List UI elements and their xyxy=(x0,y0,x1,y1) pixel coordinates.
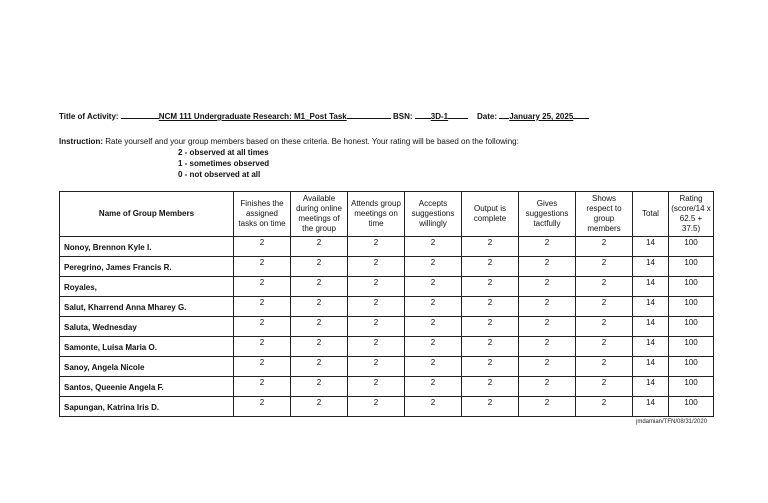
score-cell: 2 xyxy=(291,257,348,277)
score-cell: 2 xyxy=(519,397,576,417)
score-cell: 2 xyxy=(234,277,291,297)
score-cell: 2 xyxy=(291,357,348,377)
score-cell: 2 xyxy=(462,237,519,257)
score-cell: 2 xyxy=(291,297,348,317)
rating-cell: 100 xyxy=(669,257,714,277)
table-row xyxy=(60,237,714,257)
score-cell: 2 xyxy=(348,237,405,257)
score-cell: 2 xyxy=(291,237,348,257)
score-cell: 2 xyxy=(405,237,462,257)
total-cell: 14 xyxy=(633,257,669,277)
score-cell: 2 xyxy=(576,357,633,377)
score-cell: 2 xyxy=(405,357,462,377)
score-cell: 2 xyxy=(462,257,519,277)
score-cell: 2 xyxy=(405,377,462,397)
total-cell: 14 xyxy=(633,237,669,257)
scale-item: 0 - not observed at all xyxy=(178,170,261,179)
col-header-criterion: Output is complete xyxy=(462,192,519,237)
col-header-name: Name of Group Members xyxy=(60,192,234,237)
table-row xyxy=(60,277,714,297)
rating-cell: 100 xyxy=(669,337,714,357)
member-name: Sanoy, Angela Nicole xyxy=(60,357,234,377)
total-cell: 14 xyxy=(633,397,669,417)
col-header-criterion: Finishes the assigned tasks on time xyxy=(234,192,291,237)
total-cell: 14 xyxy=(633,357,669,377)
activity-header xyxy=(59,112,589,121)
member-name: Samonte, Luisa Maria O. xyxy=(60,337,234,357)
score-cell: 2 xyxy=(348,297,405,317)
member-name: Salut, Kharrend Anna Mharey G. xyxy=(60,297,234,317)
score-cell: 2 xyxy=(519,257,576,277)
table-row xyxy=(60,337,714,357)
score-cell: 2 xyxy=(576,237,633,257)
date-label: Date: xyxy=(476,112,497,121)
rating-scale xyxy=(178,147,269,180)
table-row xyxy=(60,357,714,377)
form-code: jmdamian/TFN/08/31/2020 xyxy=(636,419,708,425)
rating-cell: 100 xyxy=(669,317,714,337)
score-cell: 2 xyxy=(405,297,462,317)
score-cell: 2 xyxy=(234,377,291,397)
col-header-total: Total xyxy=(633,192,669,237)
table-row xyxy=(60,297,714,317)
score-cell: 2 xyxy=(576,297,633,317)
score-cell: 2 xyxy=(234,357,291,377)
scale-item: 1 - sometimes observed xyxy=(178,159,270,168)
table-header-row xyxy=(60,192,714,237)
score-cell: 2 xyxy=(234,317,291,337)
table-row xyxy=(60,397,714,417)
score-cell: 2 xyxy=(519,237,576,257)
score-cell: 2 xyxy=(405,397,462,417)
col-header-criterion: Gives suggestions tactfully xyxy=(519,192,576,237)
score-cell: 2 xyxy=(348,277,405,297)
score-cell: 2 xyxy=(291,277,348,297)
instruction-label: Instruction: xyxy=(59,137,103,146)
table-row xyxy=(60,317,714,337)
score-cell: 2 xyxy=(348,357,405,377)
total-cell: 14 xyxy=(633,377,669,397)
scale-item: 2 - observed at all times xyxy=(178,148,269,157)
member-name: Peregrino, James Francis R. xyxy=(60,257,234,277)
member-name: Santos, Queenie Angela F. xyxy=(60,377,234,397)
member-name: Nonoy, Brennon Kyle I. xyxy=(60,237,234,257)
score-cell: 2 xyxy=(234,297,291,317)
peer-rating-table xyxy=(59,191,714,417)
member-name: Sapungan, Katrina Iris D. xyxy=(60,397,234,417)
col-header-criterion: Accepts suggestions willingly xyxy=(405,192,462,237)
rating-cell: 100 xyxy=(669,397,714,417)
instruction-text: Rate yourself and your group members based on these criteria. Be honest. Your rating will be based on the following: xyxy=(105,137,519,146)
col-header-criterion: Attends group meetings on time xyxy=(348,192,405,237)
score-cell: 2 xyxy=(405,317,462,337)
section-label: BSN: xyxy=(392,112,413,121)
col-header-criterion: Available during online meetings of the group xyxy=(291,192,348,237)
score-cell: 2 xyxy=(348,397,405,417)
score-cell: 2 xyxy=(576,257,633,277)
score-cell: 2 xyxy=(519,377,576,397)
table-row xyxy=(60,377,714,397)
score-cell: 2 xyxy=(519,297,576,317)
rating-cell: 100 xyxy=(669,237,714,257)
score-cell: 2 xyxy=(576,397,633,417)
total-cell: 14 xyxy=(633,297,669,317)
total-cell: 14 xyxy=(633,337,669,357)
score-cell: 2 xyxy=(576,317,633,337)
score-cell: 2 xyxy=(405,257,462,277)
score-cell: 2 xyxy=(348,337,405,357)
score-cell: 2 xyxy=(348,377,405,397)
rating-cell: 100 xyxy=(669,297,714,317)
rating-cell: 100 xyxy=(669,277,714,297)
score-cell: 2 xyxy=(405,337,462,357)
score-cell: 2 xyxy=(519,277,576,297)
score-cell: 2 xyxy=(291,377,348,397)
score-cell: 2 xyxy=(462,337,519,357)
activity-title: NCM 111 Undergraduate Research: M1_Post Task xyxy=(158,112,347,121)
score-cell: 2 xyxy=(234,337,291,357)
score-cell: 2 xyxy=(576,337,633,357)
table-row xyxy=(60,257,714,277)
score-cell: 2 xyxy=(576,277,633,297)
score-cell: 2 xyxy=(519,337,576,357)
section-value: 3D-1 xyxy=(430,112,449,121)
score-cell: 2 xyxy=(405,277,462,297)
score-cell: 2 xyxy=(519,357,576,377)
member-name: Saluta, Wednesday xyxy=(60,317,234,337)
score-cell: 2 xyxy=(291,397,348,417)
score-cell: 2 xyxy=(519,317,576,337)
total-cell: 14 xyxy=(633,277,669,297)
rating-cell: 100 xyxy=(669,357,714,377)
rating-cell: 100 xyxy=(669,377,714,397)
date-value: January 25, 2025 xyxy=(509,112,574,121)
score-cell: 2 xyxy=(348,317,405,337)
score-cell: 2 xyxy=(462,277,519,297)
score-cell: 2 xyxy=(348,257,405,277)
col-header-rating: Rating (score/14 x 62.5 + 37.5) xyxy=(669,192,714,237)
score-cell: 2 xyxy=(576,377,633,397)
score-cell: 2 xyxy=(234,257,291,277)
col-header-criterion: Shows respect to group members xyxy=(576,192,633,237)
score-cell: 2 xyxy=(291,337,348,357)
score-cell: 2 xyxy=(234,397,291,417)
score-cell: 2 xyxy=(234,237,291,257)
score-cell: 2 xyxy=(462,377,519,397)
member-name: Royales, xyxy=(60,277,234,297)
score-cell: 2 xyxy=(291,317,348,337)
score-cell: 2 xyxy=(462,397,519,417)
score-cell: 2 xyxy=(462,297,519,317)
activity-label: Title of Activity: xyxy=(59,112,119,121)
score-cell: 2 xyxy=(462,357,519,377)
total-cell: 14 xyxy=(633,317,669,337)
score-cell: 2 xyxy=(462,317,519,337)
instruction xyxy=(59,136,519,147)
